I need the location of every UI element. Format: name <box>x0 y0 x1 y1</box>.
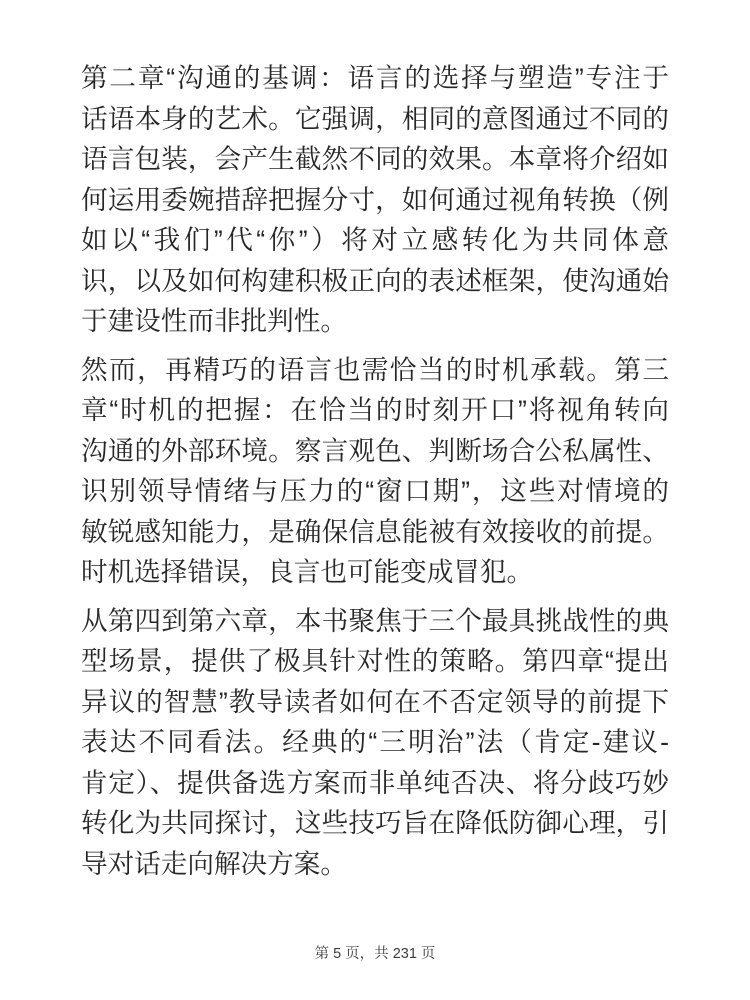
text-line: 语言包装，会产生截然不同的效果。本章将介绍如 <box>81 144 669 174</box>
paragraph <box>81 350 669 593</box>
text-line: 时机选择错误，良言也可能变成冒犯。 <box>81 557 534 587</box>
text-line: 章“时机的把握：在恰当的时刻开口”将视角转向 <box>81 395 669 425</box>
text-line: 异议的智慧”教导读者如何在不否定领导的前提下 <box>81 686 669 717</box>
text-line: 表达不同看法。经典的“三明治”法（肯定-建议- <box>81 727 669 757</box>
paragraph <box>81 601 669 885</box>
page-footer <box>0 944 750 964</box>
text-line: 导对话走向解决方案。 <box>81 848 347 879</box>
text-line: 敏锐感知能力，是确保信息能被有效接收的前提。 <box>81 516 669 547</box>
page-body-text <box>81 58 669 892</box>
text-line: 型场景，提供了极具针对性的策略。第四章“提出 <box>81 646 669 676</box>
text-line: 从第四到第六章，本书聚焦于三个最具挑战性的典 <box>81 605 669 636</box>
text-line: 话语本身的艺术。它强调，相同的意图通过不同的 <box>81 103 669 134</box>
paragraph <box>81 58 669 342</box>
text-line: 然而，再精巧的语言也需恰当的时机承载。第三 <box>81 354 669 385</box>
text-line: 如以“我们”代“你”）将对立感转化为共同体意 <box>81 225 669 255</box>
text-line: 沟通的外部环境。察言观色、判断场合公私属性、 <box>81 435 669 466</box>
text-line: 第二章“沟通的基调：语言的选择与塑造”专注于 <box>81 63 669 93</box>
text-line: 识，以及如何构建积极正向的表述框架，使沟通始 <box>81 265 669 296</box>
page-number-label: 第 5 页，共 231 页 <box>314 946 436 962</box>
text-line: 于建设性而非批判性。 <box>81 306 347 336</box>
text-line: 转化为共同探讨，这些技巧旨在降低防御心理，引 <box>81 808 669 838</box>
text-line: 何运用委婉措辞把握分寸，如何通过视角转换（例 <box>81 184 669 215</box>
text-line: 肯定）、提供备选方案而非单纯否决、将分歧巧妙 <box>81 767 669 798</box>
text-line: 识别领导情绪与压力的“窗口期”，这些对情境的 <box>81 476 669 506</box>
